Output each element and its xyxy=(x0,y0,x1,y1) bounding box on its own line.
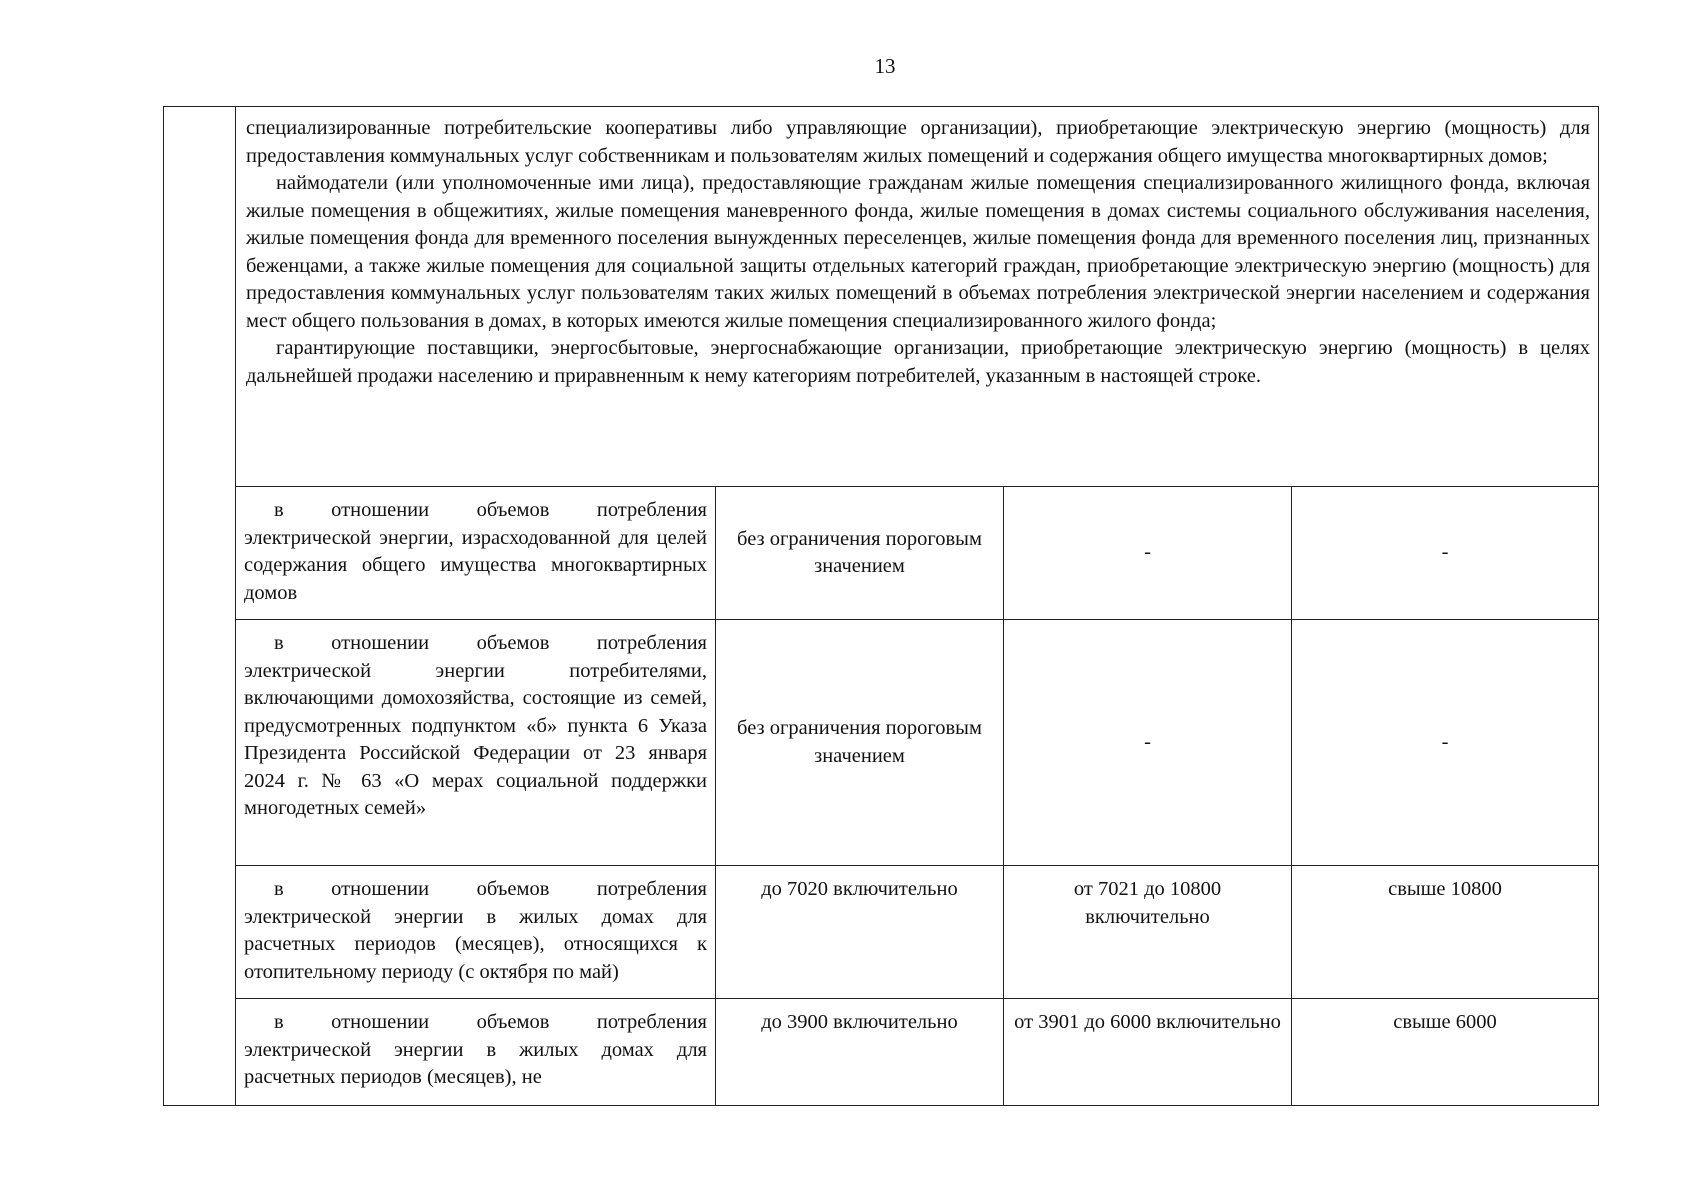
threshold-range-3: свыше 10800 xyxy=(1388,878,1502,900)
consumer-categories-cell xyxy=(236,107,1598,487)
intro-paragraph: гарантирующие поставщики, энергосбытовые, энергоснабжающие организации, приобретающие электрическую энергию (мощность) в целях дальнейшей продажи населению и приравненным к нему категориям потребителей, указанным в настоящей строке. xyxy=(246,337,1590,387)
threshold-range-2: - xyxy=(1004,620,1292,865)
threshold-range-2: от 7021 до 10800 включительно xyxy=(1004,866,1292,998)
tariff-table xyxy=(163,106,1599,1106)
threshold-range-2: от 3901 до 6000 включительно xyxy=(1004,999,1292,1105)
threshold-range-2: - xyxy=(1004,487,1292,619)
threshold-range-3: свыше 6000 xyxy=(1393,1011,1497,1033)
row-number-column xyxy=(164,107,236,1105)
threshold-range-1: до 7020 включительно xyxy=(716,866,1004,998)
threshold-range-1: без ограничения пороговым значением xyxy=(716,487,1004,619)
page-number: 13 xyxy=(874,54,896,78)
intro-paragraph: наймодатели (или уполномоченные ими лица), предоставляющие гражданам жилые помещения специализированного жилищного фонда, включая жилые помещения в общежитиях, жилые помещения маневренного фонда, жилые помещения в домах системы социального обслуживания населения, жилые помещения фонда для временного поселения вынужденных переселенцев, жилые помещения фонда для временного поселения лиц, признанных беженцами, а также жилые помещения для социальной защиты отдельных категорий граждан, приобретающие электрическую энергию (мощность) для предоставления коммунальных услуг пользователям таких жилых помещений в объемах потребления электрической энергии населением и содержания мест общего пользования в домах, в которых имеются жилые помещения специализированного жилого фонда; xyxy=(246,172,1590,332)
table-row xyxy=(236,620,1598,866)
intro-paragraph: специализированные потребительские кооперативы либо управляющие организации), приобретающие электрическую энергию (мощность) для предоставления коммунальных услуг собственникам и пользователям жилых помещений и содержания общего имущества многоквартирных домов; xyxy=(246,117,1590,167)
row-description: в отношении объемов потребления электрической энергии, израсходованной для целей содержания общего имущества многоквартирных домов xyxy=(236,487,716,619)
row-description: в отношении объемов потребления электрической энергии потребителями, включающими домохозяйства, состоящие из семей, предусмотренных подпунктом «б» пункта 6 Указа Президента Российской Федерации от 23 января 2024 г. № 63 «О мерах социальной поддержки многодетных семей» xyxy=(236,620,716,865)
row-description: в отношении объемов потребления электрической энергии в жилых домах для расчетных периодов (месяцев), относящихся к отопительному периоду (с октября по май) xyxy=(236,866,716,998)
threshold-range-3: - xyxy=(1441,541,1449,564)
threshold-range-1: до 3900 включительно xyxy=(716,999,1004,1105)
threshold-range-1: без ограничения пороговым значением xyxy=(716,620,1004,865)
table-row xyxy=(236,866,1598,999)
row-description: в отношении объемов потребления электрической энергии в жилых домах для расчетных периодов (месяцев), не xyxy=(236,999,716,1105)
table-row xyxy=(236,487,1598,620)
table-row xyxy=(236,999,1598,1105)
threshold-range-3: - xyxy=(1441,730,1449,753)
